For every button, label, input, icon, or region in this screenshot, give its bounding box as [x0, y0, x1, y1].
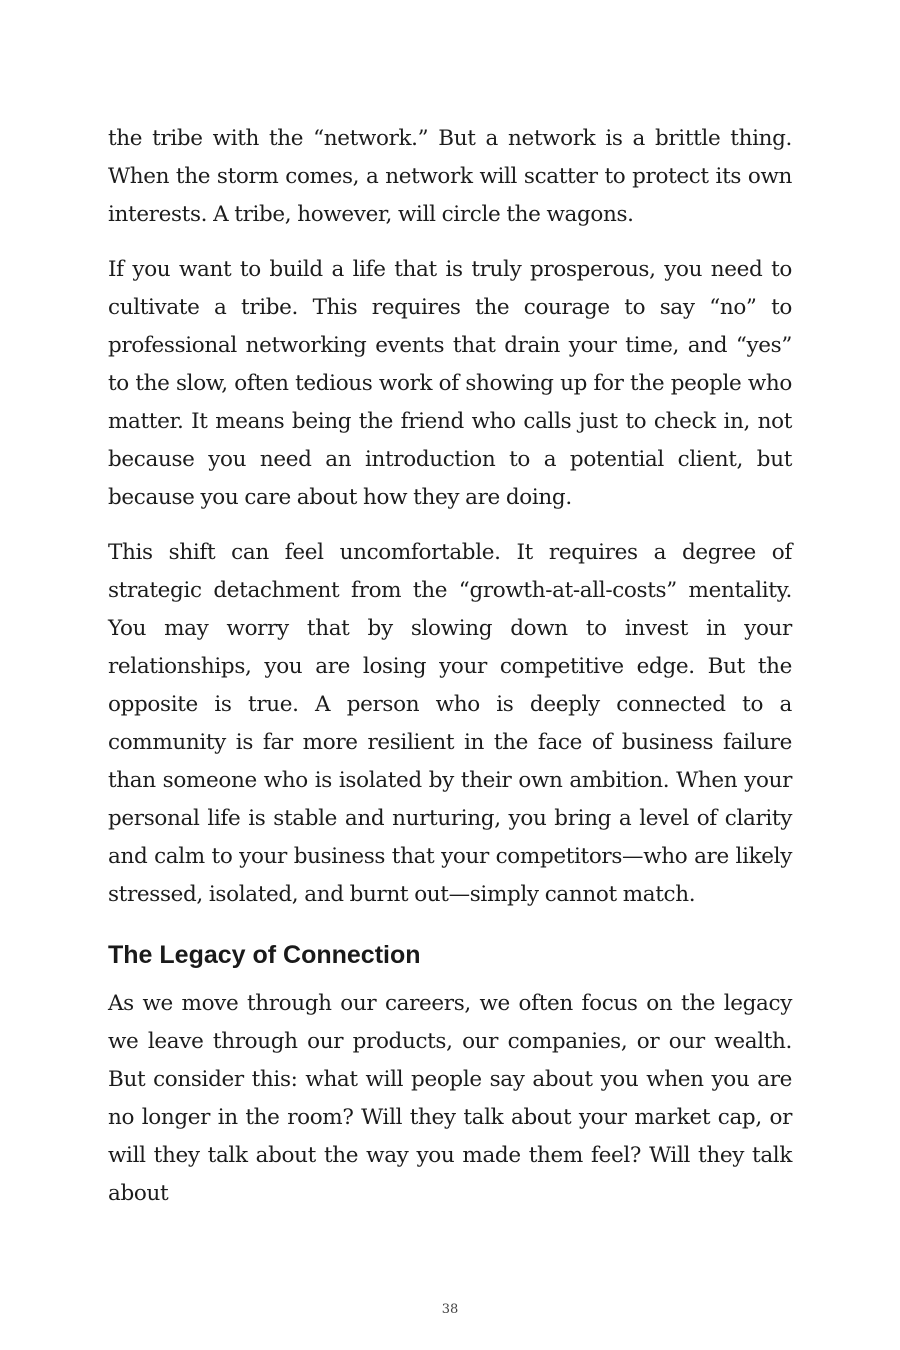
- paragraph: If you want to build a life that is truly prosperous, you need to cultivate a tribe. This requires the courage to say “no” to professional networking events that drain your time, and “yes” to the slow, often tedious work of showing up for the people who matter. It means being the friend who calls just to check in, not because you need an introduction to a potential client, but because you care about how they are doing.: [108, 257, 792, 510]
- paragraph: the tribe with the “network.” But a network is a brittle thing. When the storm comes, a network will scatter to protect its own interests. A tribe, however, will circle the wagons.: [108, 126, 792, 227]
- paragraph: As we move through our careers, we often focus on the legacy we leave through our products, our companies, or our wealth. But consider this: what will people say about you when you are no longer in the room? Will they talk about your market cap, or will they talk about the way you made them feel? Will they talk about: [108, 991, 792, 1206]
- page-body: [108, 120, 792, 1230]
- paragraph: This shift can feel uncomfortable. It requires a degree of strategic detachment from the “growth-at-all-costs” mentality. You may worry that by slowing down to invest in your relationships, you are losing your competitive edge. But the opposite is true. A person who is deeply connected to a community is far more resilient in the face of business failure than someone who is isolated by their own ambition. When your personal life is stable and nurturing, you bring a level of clarity and calm to your business that your competitors—who are likely stressed, isolated, and burnt out—simply cannot match.: [108, 540, 792, 907]
- section-heading: The Legacy of Connection: [108, 941, 421, 969]
- page-number: 38: [441, 1302, 459, 1317]
